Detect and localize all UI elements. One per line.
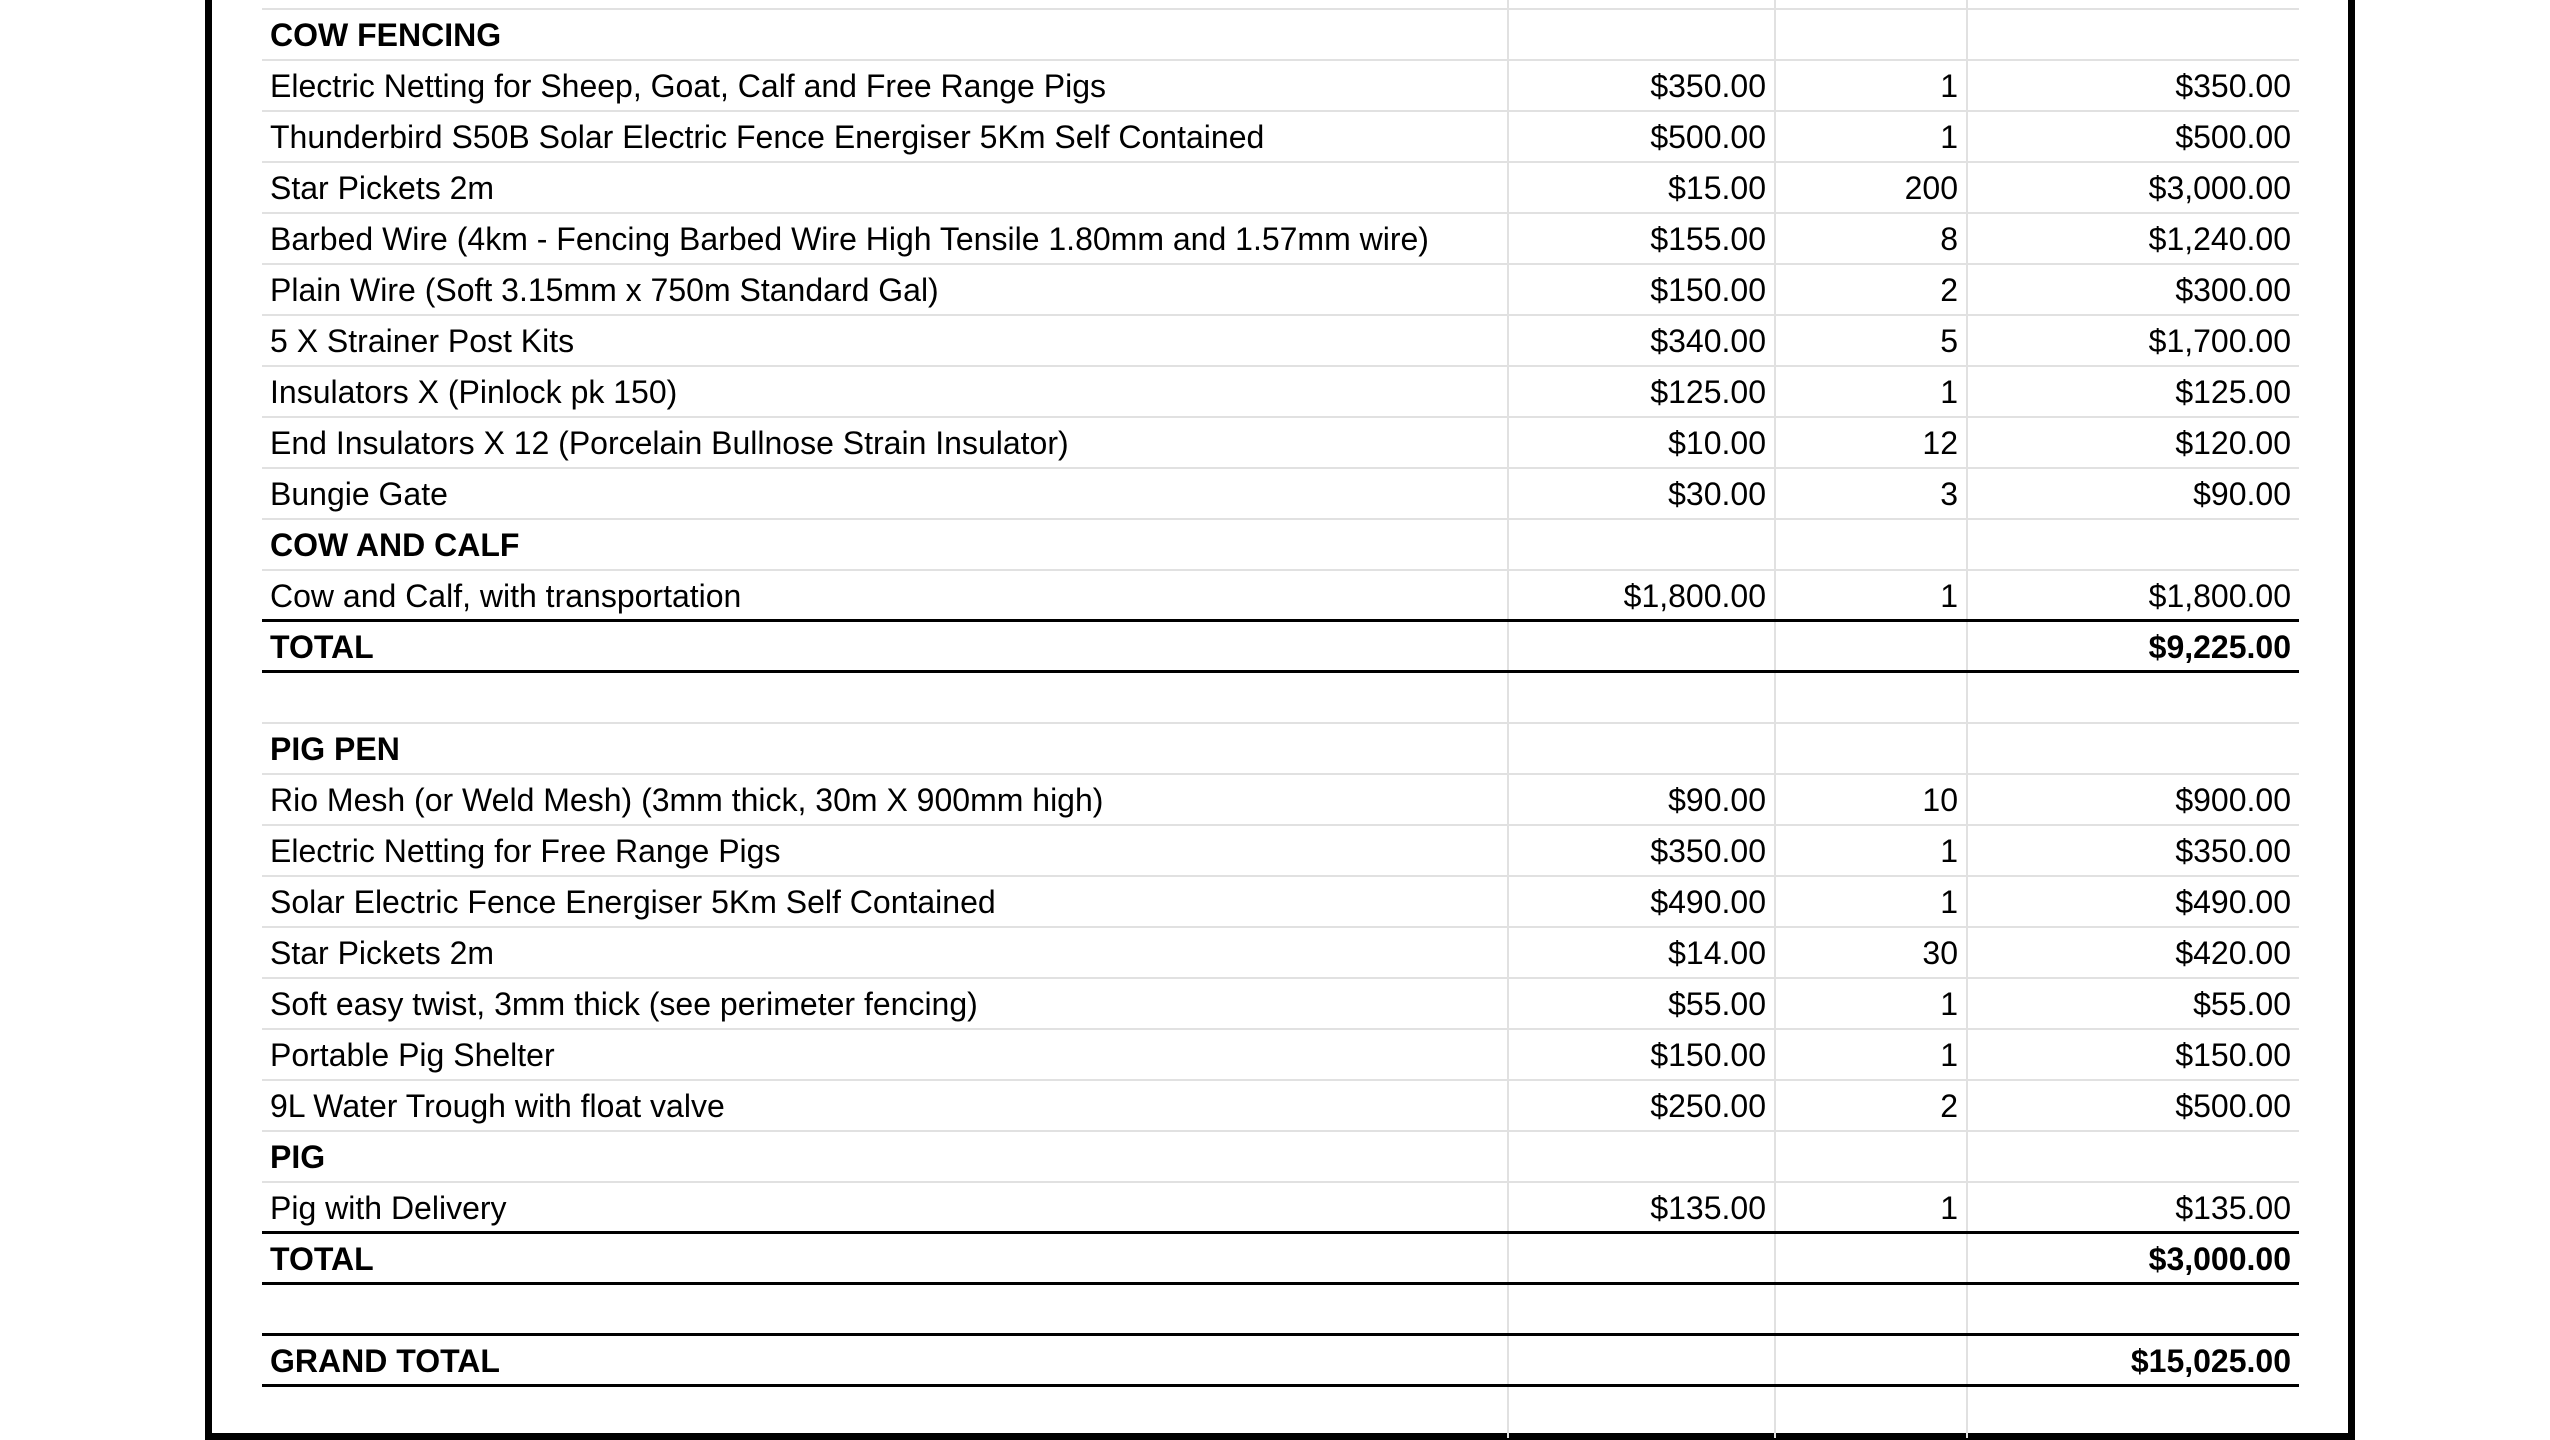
table-row [262, 979, 2299, 1030]
item-quantity[interactable]: 1 [1776, 571, 1968, 619]
item-price[interactable]: $15.00 [1509, 163, 1776, 212]
section-header-pig-pen[interactable]: PIG PEN [262, 724, 1509, 773]
item-quantity[interactable]: 10 [1776, 775, 1968, 824]
section-header-row [262, 1132, 2299, 1183]
table-row [262, 826, 2299, 877]
table-row [262, 112, 2299, 163]
item-description[interactable]: Bungie Gate [262, 469, 1509, 518]
item-price[interactable]: $55.00 [1509, 979, 1776, 1028]
item-quantity[interactable]: 5 [1776, 316, 1968, 365]
item-price[interactable]: $490.00 [1509, 877, 1776, 926]
item-price[interactable]: $125.00 [1509, 367, 1776, 416]
item-quantity[interactable]: 30 [1776, 928, 1968, 977]
item-price[interactable]: $350.00 [1509, 826, 1776, 875]
item-description[interactable]: Soft easy twist, 3mm thick (see perimeter fencing) [262, 979, 1509, 1028]
item-price[interactable]: $90.00 [1509, 775, 1776, 824]
table-row [262, 571, 2299, 622]
table-row [262, 877, 2299, 928]
item-quantity[interactable]: 1 [1776, 112, 1968, 161]
item-total[interactable]: $90.00 [2193, 476, 2291, 512]
item-quantity[interactable]: 8 [1776, 214, 1968, 263]
item-price[interactable]: $350.00 [1509, 61, 1776, 110]
total-value[interactable]: $3,000.00 [2148, 1241, 2291, 1277]
item-price[interactable]: $250.00 [1509, 1081, 1776, 1130]
section-header-row [262, 724, 2299, 775]
item-description[interactable]: Plain Wire (Soft 3.15mm x 750m Standard Gal) [262, 265, 1509, 314]
item-description[interactable]: Star Pickets 2m [262, 163, 1509, 212]
item-description[interactable]: 9L Water Trough with float valve [262, 1081, 1509, 1130]
table-row [262, 316, 2299, 367]
empty-row [262, 1285, 2299, 1336]
item-quantity[interactable]: 200 [1776, 163, 1968, 212]
item-quantity[interactable]: 1 [1776, 877, 1968, 926]
section-header-cow-fencing[interactable]: COW FENCING [262, 10, 1509, 59]
item-price[interactable]: $155.00 [1509, 214, 1776, 263]
item-total[interactable]: $300.00 [2175, 272, 2291, 308]
item-total[interactable]: $1,240.00 [2148, 221, 2291, 257]
item-price[interactable]: $135.00 [1509, 1183, 1776, 1231]
item-total[interactable]: $3,000.00 [2148, 170, 2291, 206]
item-total[interactable]: $120.00 [2175, 425, 2291, 461]
item-total[interactable]: $125.00 [2175, 374, 2291, 410]
table-row [262, 1030, 2299, 1081]
item-description[interactable]: End Insulators X 12 (Porcelain Bullnose Strain Insulator) [262, 418, 1509, 467]
section-header-row [262, 520, 2299, 571]
item-description[interactable]: Thunderbird S50B Solar Electric Fence Energiser 5Km Self Contained [262, 112, 1509, 161]
item-description[interactable]: Pig with Delivery [262, 1183, 1509, 1231]
table-row [262, 61, 2299, 112]
item-description[interactable]: Electric Netting for Free Range Pigs [262, 826, 1509, 875]
total-row-cow [262, 622, 2299, 673]
item-quantity[interactable]: 2 [1776, 265, 1968, 314]
section-header-cow-and-calf[interactable]: COW AND CALF [262, 520, 1509, 569]
total-row-pig [262, 1234, 2299, 1285]
item-total[interactable]: $55.00 [2193, 986, 2291, 1022]
item-total[interactable]: $135.00 [2175, 1190, 2291, 1226]
item-description[interactable]: Rio Mesh (or Weld Mesh) (3mm thick, 30m X 900mm high) [262, 775, 1509, 824]
item-description[interactable]: Barbed Wire (4km - Fencing Barbed Wire High Tensile 1.80mm and 1.57mm wire) [262, 214, 1509, 263]
item-total[interactable]: $500.00 [2175, 119, 2291, 155]
table-row [262, 469, 2299, 520]
item-description[interactable]: Electric Netting for Sheep, Goat, Calf and Free Range Pigs [262, 61, 1509, 110]
item-price[interactable]: $30.00 [1509, 469, 1776, 518]
table-row [262, 0, 2299, 10]
total-label[interactable]: TOTAL [262, 622, 1509, 670]
item-quantity[interactable]: 1 [1776, 367, 1968, 416]
item-quantity[interactable]: 12 [1776, 418, 1968, 467]
grand-total-row [262, 1336, 2299, 1387]
table-row [262, 214, 2299, 265]
item-quantity[interactable]: 1 [1776, 1030, 1968, 1079]
section-header-pig[interactable]: PIG [262, 1132, 1509, 1181]
item-quantity[interactable]: 1 [1776, 979, 1968, 1028]
item-quantity[interactable]: 1 [1776, 826, 1968, 875]
item-price[interactable]: $14.00 [1509, 928, 1776, 977]
table-row [262, 1081, 2299, 1132]
table-row [262, 265, 2299, 316]
item-price[interactable]: $1,800.00 [1509, 571, 1776, 619]
table-row [262, 928, 2299, 979]
section-header-row [262, 10, 2299, 61]
item-price[interactable]: $150.00 [1509, 1030, 1776, 1079]
item-total[interactable]: $350.00 [2175, 68, 2291, 104]
item-price[interactable]: $340.00 [1509, 316, 1776, 365]
table-row [262, 775, 2299, 826]
item-description[interactable]: Portable Pig Shelter [262, 1030, 1509, 1079]
item-total[interactable]: $1,800.00 [2148, 578, 2291, 614]
item-quantity[interactable]: 2 [1776, 1081, 1968, 1130]
item-description[interactable]: Cow and Calf, with transportation [262, 571, 1509, 619]
table-row [262, 418, 2299, 469]
item-quantity[interactable]: 1 [1776, 1183, 1968, 1231]
empty-row [262, 673, 2299, 724]
item-description[interactable]: Star Pickets 2m [262, 928, 1509, 977]
item-price[interactable]: $500.00 [1509, 112, 1776, 161]
item-quantity[interactable]: 1 [1776, 61, 1968, 110]
item-description[interactable]: 5 X Strainer Post Kits [262, 316, 1509, 365]
empty-row [262, 1387, 2299, 1438]
item-price[interactable]: $10.00 [1509, 418, 1776, 467]
item-total[interactable]: $1,700.00 [2148, 323, 2291, 359]
total-label[interactable]: TOTAL [262, 1234, 1509, 1282]
item-description[interactable]: Insulators X (Pinlock pk 150) [262, 367, 1509, 416]
item-total[interactable]: $900.00 [2175, 782, 2291, 818]
item-description[interactable]: Solar Electric Fence Energiser 5Km Self Contained [262, 877, 1509, 926]
table-row [262, 163, 2299, 214]
item-total[interactable]: $350.00 [2175, 833, 2291, 869]
item-total[interactable]: $490.00 [2175, 884, 2291, 920]
item-total[interactable]: $420.00 [2175, 935, 2291, 971]
table-row [262, 1183, 2299, 1234]
grand-total-label[interactable]: GRAND TOTAL [262, 1336, 1509, 1384]
item-price[interactable]: $150.00 [1509, 265, 1776, 314]
item-quantity[interactable]: 3 [1776, 469, 1968, 518]
grand-total-value[interactable]: $15,025.00 [2130, 1343, 2291, 1379]
table-row [262, 367, 2299, 418]
total-value[interactable]: $9,225.00 [2148, 629, 2291, 665]
item-total[interactable]: $150.00 [2175, 1037, 2291, 1073]
item-total[interactable]: $500.00 [2175, 1088, 2291, 1124]
budget-table [262, 0, 2299, 1438]
